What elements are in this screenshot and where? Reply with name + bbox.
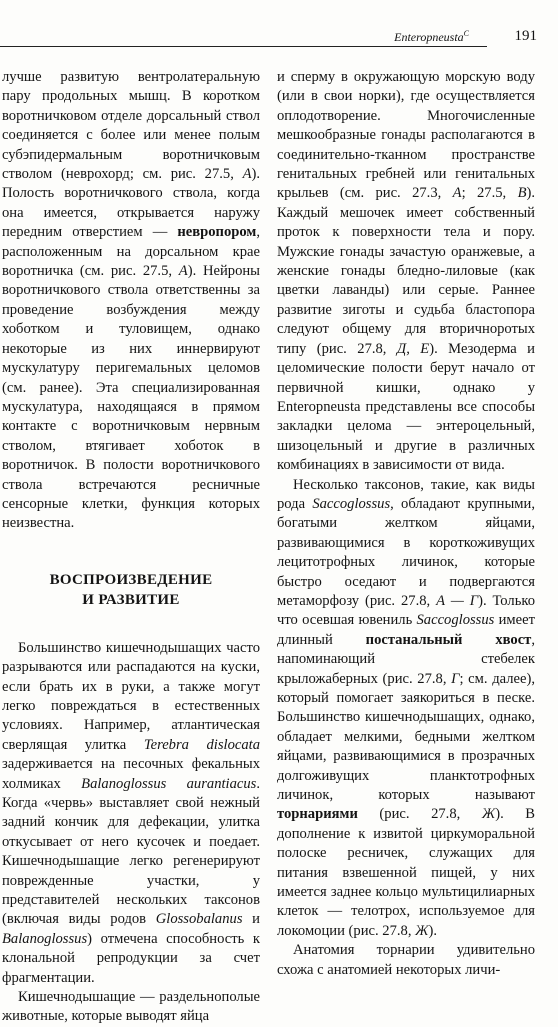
header-rule bbox=[0, 46, 487, 47]
paragraph-tornaria-anatomy: Анатомия торнарии удивительно схожа с анатомией некоторых личи- bbox=[277, 942, 535, 978]
left-column bbox=[2, 68, 260, 1027]
running-title-text: Enteropneusta bbox=[394, 30, 464, 44]
paragraph-larvae: Несколько таксонов, такие, как виды рода Saccoglossus, обладают крупными, богатыми желтком яйцами, развивающимися в короткоживущих лецитотрофных личинок, которые быстро оседают и подвергаются метаморфозу (рис. 27.8, А — Г). Только что осевшая ювениль Saccoglossus имеет длинный постанальный хвост, напоминающий стебелек крыложаберных (рис. 27.8, Г; см. далее), который помогает заякориться в песке. Большинство кишечнодышащих, однако, обладает мелкими, бедными желтком яйцами, развивающимися в прозрачных долгоживущих планктотрофных личинок, которых называют торнариями (рис. 27.8, Ж). В дополнение к извитой циркуморальной полоске ресничек, служащих для питания взвешенной пищей, у них имеется заднее кольцо мультицилиарных клеток — телотрох, используемое для локомоции (рис. 27.8, Ж). bbox=[277, 476, 536, 939]
running-title-superscript: C bbox=[463, 29, 469, 38]
section-heading-line1: ВОСПРОИЗВЕДЕНИЕ bbox=[49, 571, 213, 588]
right-column bbox=[277, 68, 535, 980]
page-number: 191 bbox=[514, 28, 537, 44]
paragraph-collar-nerve: лучше развитую вентролатеральную пару продольных мышц. В коротком воротничковом отделе дорсальный ствол соединяется с более или менее полым субэпидермальным воротничковым стволом (неврохорд; см. рис. 27.5, А). Полость воротничкового ствола, когда она имеется, открывается наружу передним отверстием — невропором, расположенным на дорсальном крае воротничка (см. рис. 27.5, А). Нейроны воротничкового ствола ответственны за проведение возбуждения между хоботком и туловищем, однако некоторые из них иннервируют мускулатуру перигемальных целомов (см. ранее). Эта специализированная мускулатура, находящаяся в прямом контакте с воротничковым нервным стволом, втягивает хоботок в воротничок. В полости воротничкового ствола встречаются ресничные сенсорные клетки, функция которых неизвестна. bbox=[2, 69, 260, 532]
paragraph-gonads: и сперму в окружающую морскую воду (или в свои норки), где осуществляется оплодотворение. Многочисленные мешкообразные гонады располагаются в соединительно-тканном пространстве генитальных гребней или генитальных крыльев (см. рис. 27.3, А; 27.5, В). Каждый мешочек имеет собственный проток к поверхности тела и пору. Мужские гонады зачастую оранжевые, а женские гонады бледно-лиловые (как цветки лаванды) или серые. Раннее развитие зиготы и судьба бластопора следуют общему для вторичноротых типу (рис. 27.8, Д, Е). Мезодерма и целомические полости берут начало от первичной кишки, однако у Enteropneusta представлены все способы закладки целома — энтероцельный, шизоцельный и другие в различных комбинациях в зависимости от вида. bbox=[277, 69, 535, 474]
section-heading bbox=[2, 570, 260, 610]
running-header bbox=[0, 28, 537, 50]
paragraph-regeneration: Большинство кишечнодышащих часто разрываются или распадаются на куски, если брать их в руки, а также могут легко повреждаться в естественных условиях. Например, атлантическая сверлящая улитка Terebra dislocata задерживается на песочных фекальных холмиках Balanoglossus aurantiacus. Когда «червь» выставляет свой нежный задний кончик для дефекации, улитка откусывает от него кусочек и поедает. Кишечнодышащие легко регенерируют поврежденные участки, у представителей нескольких таксонов (включая виды родов Glossobalanus и Balanoglossus) отмечена способность к клональной репродукции за счет фрагментации. bbox=[2, 639, 261, 986]
section-heading-line2: И РАЗВИТИЕ bbox=[82, 591, 180, 608]
paragraph-dioecious: Кишечнодышащие — раздельнополые животные, которые выводят яйца bbox=[2, 989, 260, 1025]
running-title bbox=[394, 29, 469, 45]
